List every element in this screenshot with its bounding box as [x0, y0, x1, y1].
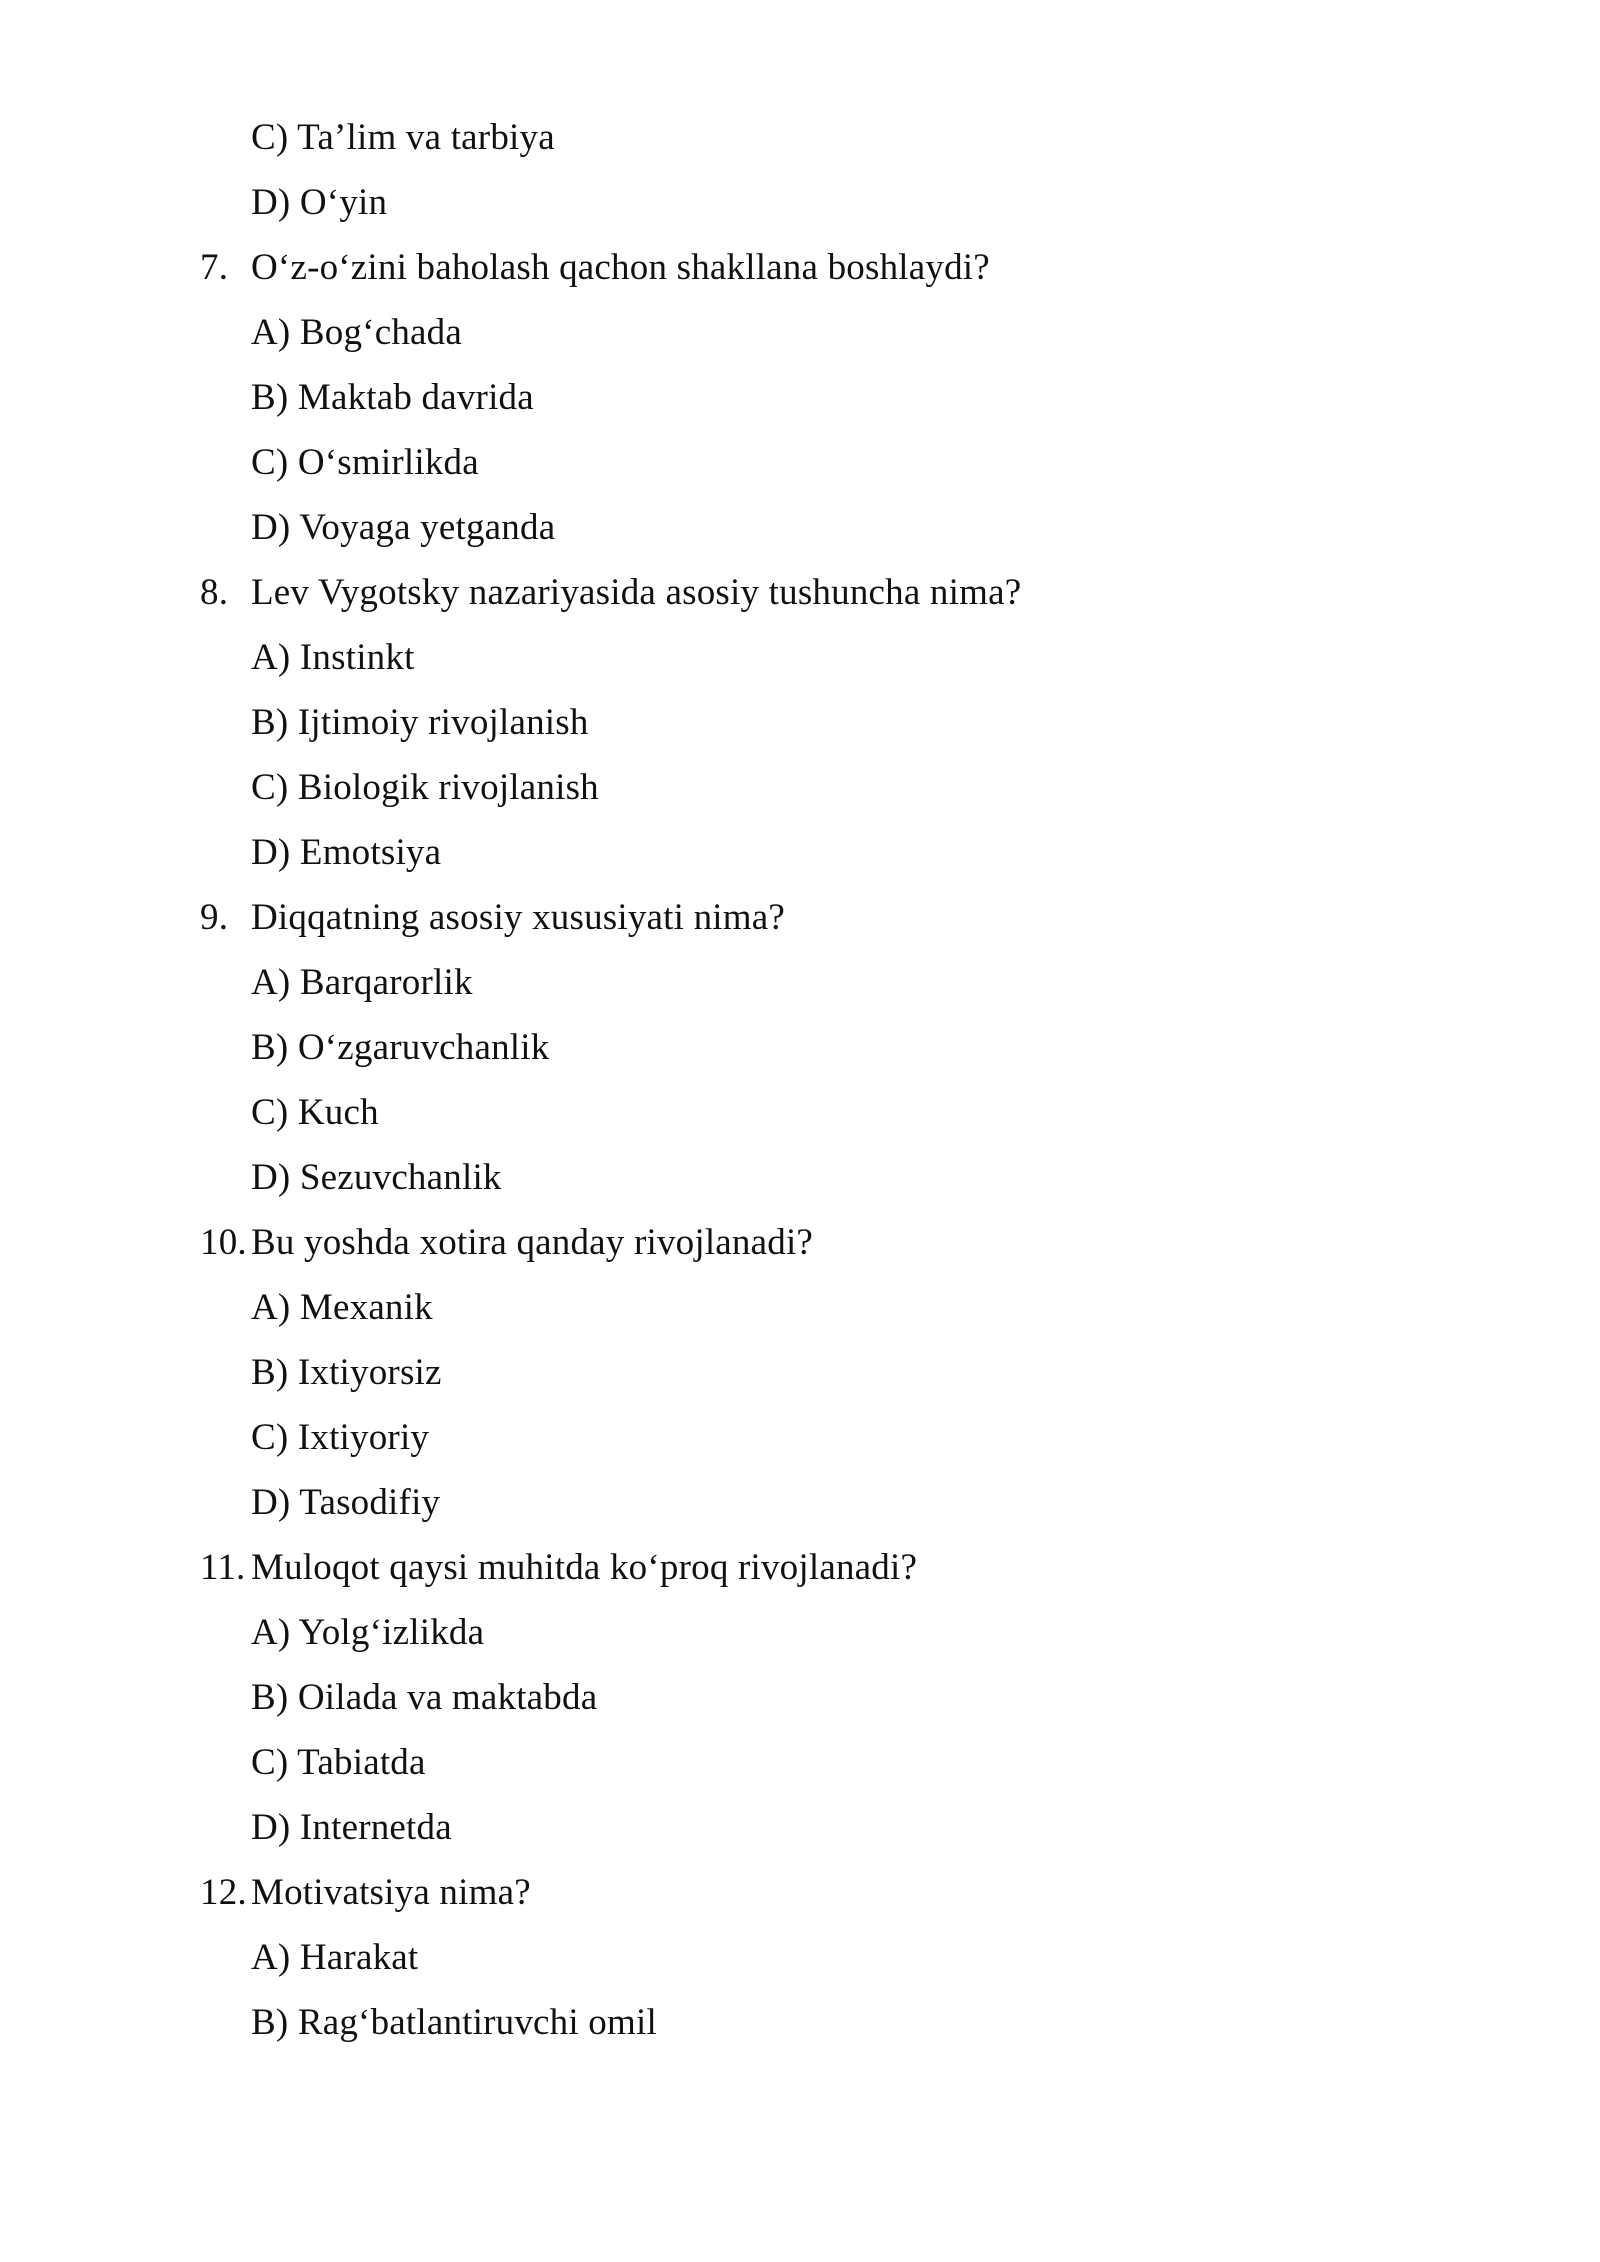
- option-item: D) O‘yin: [251, 182, 388, 223]
- option-item: C) Kuch: [251, 1092, 379, 1133]
- option-item: D) Internetda: [251, 1807, 452, 1848]
- question-text: Bu yoshda xotira qanday rivojlanadi?: [251, 1222, 814, 1263]
- question-number: 9.: [200, 897, 229, 938]
- option-item: B) Rag‘batlantiruvchi omil: [251, 2002, 657, 2043]
- option-item: B) Oilada va maktabda: [251, 1677, 598, 1718]
- question-text: O‘z-o‘zini baholash qachon shakllana boshlaydi?: [251, 247, 990, 288]
- question-number: 8.: [200, 572, 229, 613]
- option-item: B) Maktab davrida: [251, 377, 534, 418]
- option-item: A) Instinkt: [251, 637, 415, 678]
- option-item: C) Tabiatda: [251, 1742, 426, 1783]
- option-item: A) Yolg‘izlikda: [251, 1612, 485, 1653]
- question-text: Muloqot qaysi muhitda ko‘proq rivojlanadi?: [251, 1547, 918, 1588]
- question-number: 11.: [200, 1547, 246, 1588]
- question-number: 7.: [200, 247, 229, 288]
- option-item: D) Emotsiya: [251, 832, 442, 873]
- option-item: C) Ta’lim va tarbiya: [251, 117, 555, 158]
- question-text: Motivatsiya nima?: [251, 1872, 531, 1913]
- option-item: B) O‘zgaruvchanlik: [251, 1027, 550, 1068]
- option-item: D) Sezuvchanlik: [251, 1157, 502, 1198]
- option-item: A) Mexanik: [251, 1287, 433, 1328]
- question-number: 10.: [200, 1222, 247, 1263]
- option-item: A) Harakat: [251, 1937, 419, 1978]
- question-number: 12.: [200, 1872, 247, 1913]
- option-item: D) Tasodifiy: [251, 1482, 441, 1523]
- option-item: C) O‘smirlikda: [251, 442, 479, 483]
- option-item: C) Ixtiyoriy: [251, 1417, 430, 1458]
- question-text: Diqqatning asosiy xususiyati nima?: [251, 897, 785, 938]
- option-item: A) Barqarorlik: [251, 962, 473, 1003]
- option-item: B) Ixtiyorsiz: [251, 1352, 442, 1393]
- option-item: B) Ijtimoiy rivojlanish: [251, 702, 589, 743]
- option-item: D) Voyaga yetganda: [251, 507, 556, 548]
- option-item: A) Bog‘chada: [251, 312, 462, 353]
- option-item: C) Biologik rivojlanish: [251, 767, 599, 808]
- question-text: Lev Vygotsky nazariyasida asosiy tushuncha nima?: [251, 572, 1022, 613]
